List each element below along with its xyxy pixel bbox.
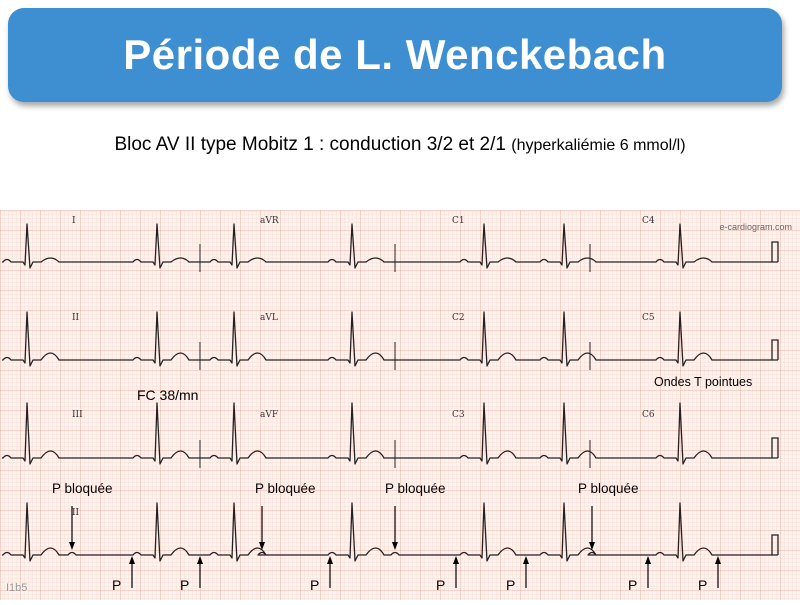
subtitle-note: (hyperkaliémie 6 mmol/l) xyxy=(511,137,686,154)
lead-label: C2 xyxy=(452,313,465,323)
p-wave-label: P xyxy=(698,577,708,593)
page-title: Période de L. Wenckebach xyxy=(123,31,667,78)
ecg-strip xyxy=(0,210,800,600)
lead-label: C1 xyxy=(452,216,465,226)
p-blocked-label: P bloquée xyxy=(385,481,446,496)
ecg-svg xyxy=(0,210,800,600)
lead-label: I xyxy=(72,216,76,226)
p-wave-label: P xyxy=(506,577,516,593)
p-wave-label: P xyxy=(436,577,446,593)
subtitle xyxy=(0,134,800,156)
t-waves-annotation: Ondes T pointues xyxy=(654,375,753,389)
title-banner xyxy=(8,8,782,102)
lead-label: C4 xyxy=(642,216,655,226)
lead-label: II xyxy=(72,313,80,323)
subtitle-main: Bloc AV II type Mobitz 1 : conduction 3/2 et 2/1 xyxy=(114,134,506,155)
p-wave-label: P xyxy=(310,577,320,593)
p-wave-label: P xyxy=(112,577,122,593)
p-blocked-label: P bloquée xyxy=(255,481,316,496)
lead-label: II xyxy=(72,508,80,518)
lead-label: III xyxy=(72,410,83,420)
p-wave-label: P xyxy=(628,577,638,593)
ecg-code: I1b5 xyxy=(6,582,28,594)
p-blocked-label: P bloquée xyxy=(52,481,113,496)
p-wave-label: P xyxy=(180,577,190,593)
heart-rate-annotation: FC 38/mn xyxy=(137,387,199,403)
lead-label: aVR xyxy=(260,216,279,226)
p-blocked-label: P bloquée xyxy=(578,481,639,496)
lead-label: aVL xyxy=(260,313,278,323)
lead-label: C3 xyxy=(452,410,465,420)
lead-label: aVF xyxy=(260,410,279,420)
lead-label: C6 xyxy=(642,410,655,420)
watermark: e-cardiogram.com xyxy=(719,222,792,232)
lead-label: C5 xyxy=(642,313,655,323)
